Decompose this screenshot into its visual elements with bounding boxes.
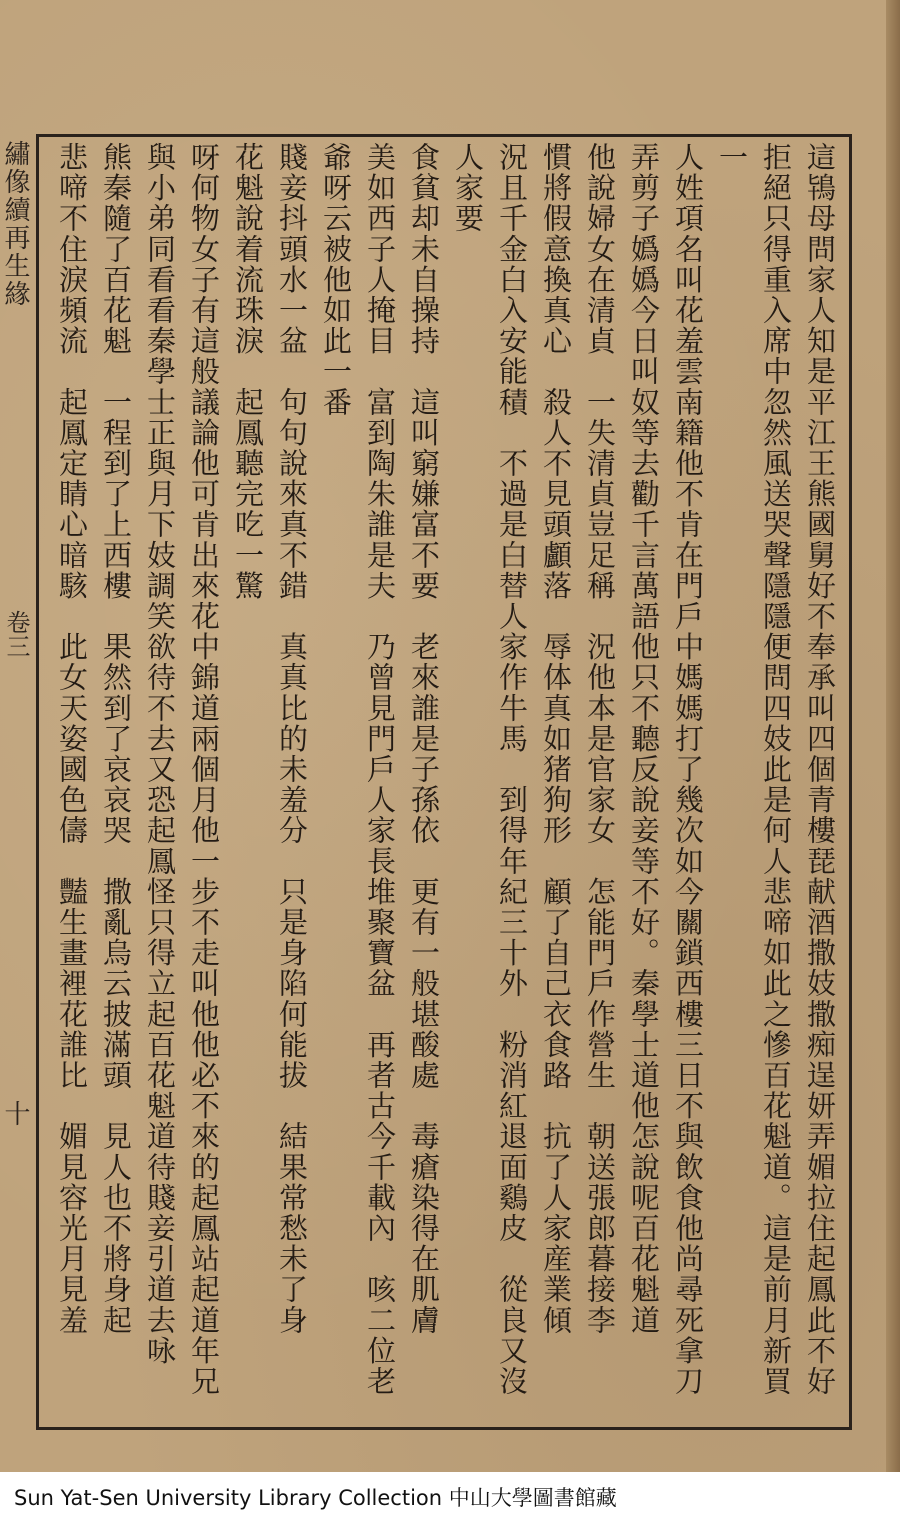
margin-page-number: 十 — [0, 1100, 30, 1126]
text-column: 食貧却未自操持 這叫窮嫌富不要 老來誰是子孫依 更有一般堪酸處 毒瘡染得在肌膚 — [407, 142, 441, 1336]
text-column: 這鴇母問家人知是平江王熊國舅好不奉承叫四個青樓琵献酒撒妓撒痴逞妍弄媚拉住起鳳此不好 — [803, 142, 837, 1397]
text-column: 人姓項名叫花羞雲南籍他不肯在門戶中媽媽打了幾次如今關鎖西樓三日不與飲食他尚尋死拿刀 — [671, 142, 705, 1397]
text-column: 他說婦女在清貞 一失清貞豈足稱 況他本是官家女 怎能門戶作營生 朝送張郎暮接李 — [583, 142, 617, 1336]
text-column: 美如西子人掩目 富到陶朱誰是夫 乃曾見門戶人家長堆聚寶盆 再者古今千載內 咳二位老爺呀云被他如此一番 — [319, 142, 397, 1397]
page-edge — [886, 0, 900, 1472]
collection-caption: Sun Yat-Sen University Library Collection 中山大學圖書館藏 — [14, 1486, 617, 1510]
text-column: 慣將假意換真心 殺人不見頭顱落 辱体真如猪狗形 顧了自己衣食路 抗了人家産業傾 — [539, 142, 573, 1336]
margin-volume-label: 卷三 — [2, 610, 30, 658]
text-column: 悲啼不住淚頻流 起鳳定睛心暗駭 此女天姿國色儔 豔生畫裡花誰比 媚見容光月見羞 — [55, 142, 89, 1336]
text-column: 弄剪子嬀嬀今日叫奴等去勸千言萬語他只不聽反說妾等不好。秦學士道他怎說呢百花魁道 — [627, 142, 661, 1336]
text-column: 與小弟同看看秦學士正與月下妓調笑欲待不去又恐起鳳怪只得立起百花魁道待賤妾引道去咏 — [143, 142, 177, 1366]
text-column: 賤妾抖頭水一盆 句句說來真不錯 真真比的未羞分 只是身陷何能拔 結果常愁未了身 — [275, 142, 309, 1336]
collection-footer — [0, 1472, 900, 1521]
text-column: 花魁說着流珠淚 起鳳聽完吃一驚 — [231, 142, 265, 601]
text-column: 呀何物女子有這般議論他可肯出來花中錦道兩個月他一步不走叫他他必不來的起鳳站起道年兄 — [187, 142, 221, 1397]
text-column: 拒絕只得重入席中忽然風送哭聲隱隱便問四妓此是何人悲啼如此之慘百花魁道。這是前月新買一 — [715, 142, 793, 1397]
text-column: 熊秦隨了百花魁 一程到了上西樓 果然到了哀哀哭 撒亂烏云披滿頭 見人也不將身起 — [99, 142, 133, 1336]
margin-book-title: 繡像續再生緣 — [0, 140, 30, 308]
text-column: 況且千金白入安能積 不過是白替人家作牛馬 到得年紀三十外 粉消紅退面鷄皮 從良又沒人家要 — [451, 142, 529, 1397]
main-text-block — [52, 142, 842, 1424]
